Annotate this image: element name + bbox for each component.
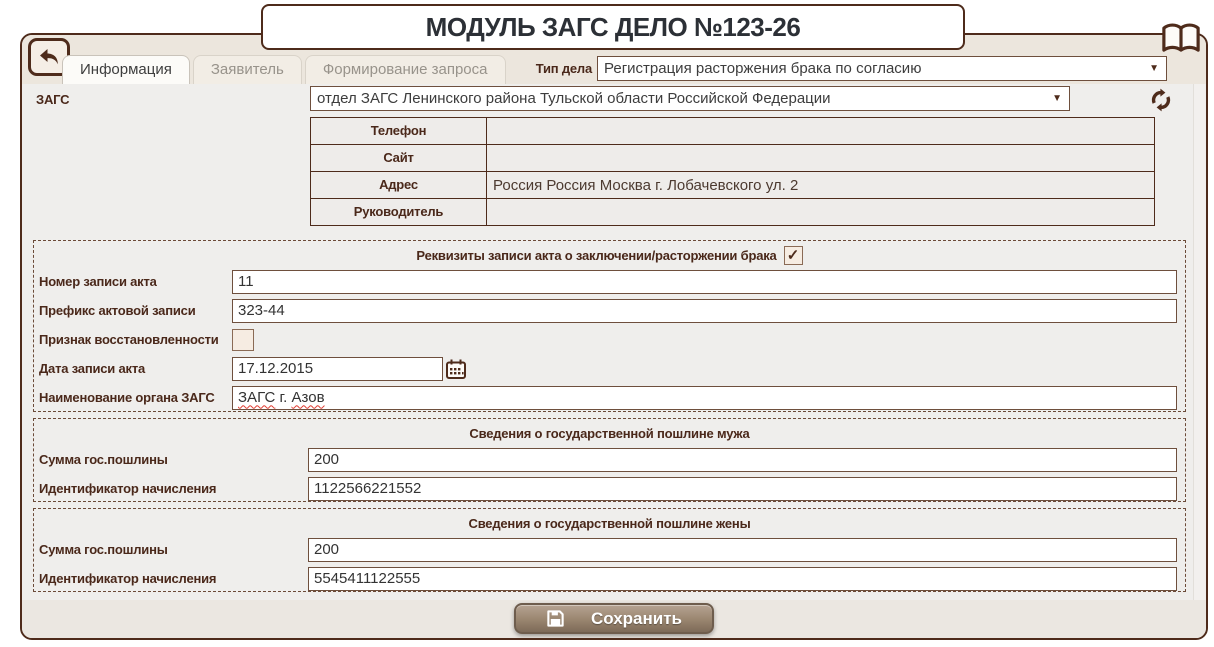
zags-office-info-table	[310, 117, 1155, 226]
act-prefix-input[interactable]	[232, 299, 1177, 323]
misspelled-word: ЗАГС	[238, 388, 276, 406]
back-arrow-icon	[37, 46, 61, 68]
zags-org-name-label: Наименование органа ЗАГС	[39, 390, 215, 405]
act-date-row	[34, 354, 1185, 383]
act-prefix-row	[34, 296, 1185, 325]
act-number-input[interactable]	[232, 270, 1177, 294]
scrollbar-track[interactable]	[1193, 84, 1205, 601]
reference-book-button[interactable]	[1158, 20, 1204, 57]
window-title-box	[261, 4, 965, 50]
wife-fee-amount-row	[34, 535, 1185, 564]
tab-bar	[62, 55, 509, 84]
tab-label: Информация	[80, 61, 172, 78]
tab-label: Формирование запроса	[322, 61, 488, 78]
act-record-header-label: Реквизиты записи акта о заключении/расторжении брака	[416, 247, 777, 263]
table-row	[311, 172, 1155, 199]
chevron-down-icon: ▼	[1052, 93, 1062, 104]
husband-fee-section	[33, 418, 1186, 502]
husband-charge-id-input[interactable]	[308, 477, 1177, 501]
act-prefix-label: Префикс актовой записи	[39, 303, 196, 318]
zags-office-value: отдел ЗАГС Ленинского района Тульской области Российской Федерации	[317, 90, 831, 107]
head-label: Руководитель	[353, 204, 444, 219]
tab-applicant[interactable]	[193, 55, 302, 84]
husband-fee-amount-input[interactable]	[308, 448, 1177, 472]
main-panel	[20, 33, 1208, 640]
wife-fee-header-label: Сведения о государственной пошлине жены	[468, 515, 751, 531]
calendar-icon	[445, 358, 467, 380]
footer-bar	[22, 600, 1206, 638]
save-button-label: Сохранить	[590, 608, 683, 628]
save-floppy-icon	[546, 609, 565, 628]
restored-flag-checkbox[interactable]	[232, 329, 254, 351]
husband-charge-id-label: Идентификатор начисления	[39, 481, 217, 496]
husband-fee-amount-row	[34, 445, 1185, 474]
chevron-down-icon: ▼	[1149, 63, 1159, 74]
head-value	[487, 199, 1155, 226]
act-record-checkbox[interactable]	[784, 246, 803, 265]
act-record-section	[33, 240, 1186, 412]
restored-flag-label: Признак восстановленности	[39, 332, 219, 347]
tab-request-formation[interactable]	[305, 55, 506, 84]
website-value	[487, 145, 1155, 172]
save-button[interactable]	[514, 603, 714, 634]
word: г.	[279, 388, 288, 406]
wife-charge-id-row	[34, 564, 1185, 593]
table-row	[311, 145, 1155, 172]
act-record-section-header	[34, 241, 1185, 267]
page-title: МОДУЛЬ ЗАГС ДЕЛО №123-26	[425, 11, 801, 42]
wife-fee-amount-input[interactable]	[308, 538, 1177, 562]
table-row	[311, 199, 1155, 226]
calendar-picker-button[interactable]	[445, 357, 468, 380]
wife-fee-amount-label: Сумма гос.пошлины	[39, 542, 168, 557]
case-type-value: Регистрация расторжения брака по согласию	[604, 60, 922, 77]
act-number-label: Номер записи акта	[39, 274, 157, 289]
wife-charge-id-input[interactable]	[308, 567, 1177, 591]
zags-office-select[interactable]	[310, 86, 1070, 111]
table-row	[311, 118, 1155, 145]
tab-information[interactable]	[62, 55, 190, 84]
refresh-button[interactable]	[1148, 87, 1174, 113]
address-label: Адрес	[379, 177, 418, 192]
misspelled-word: Азов	[291, 388, 325, 406]
husband-fee-amount-label: Сумма гос.пошлины	[39, 452, 168, 467]
act-date-label: Дата записи акта	[39, 361, 146, 376]
phone-label: Телефон	[370, 123, 427, 138]
wife-fee-section-header	[34, 509, 1185, 535]
husband-fee-header-label: Сведения о государственной пошлине мужа	[469, 425, 750, 441]
refresh-icon	[1148, 87, 1174, 113]
case-type-select[interactable]	[597, 56, 1167, 81]
phone-value	[487, 118, 1155, 145]
zags-office-label: ЗАГС	[36, 92, 70, 107]
case-type-label: Тип дела	[535, 61, 592, 76]
wife-charge-id-label: Идентификатор начисления	[39, 571, 217, 586]
act-number-row	[34, 267, 1185, 296]
tab-label: Заявитель	[210, 61, 284, 78]
address-value: Россия Россия Москва г. Лобачевского ул. 2	[487, 172, 1155, 199]
website-label: Сайт	[383, 150, 414, 165]
act-date-input[interactable]	[232, 357, 443, 381]
husband-fee-section-header	[34, 419, 1185, 445]
zags-org-name-input[interactable]	[232, 386, 1177, 410]
restored-flag-row	[34, 325, 1185, 354]
wife-fee-section	[33, 508, 1186, 592]
open-book-icon	[1160, 22, 1202, 55]
zags-org-name-row	[34, 383, 1185, 412]
husband-charge-id-row	[34, 474, 1185, 503]
